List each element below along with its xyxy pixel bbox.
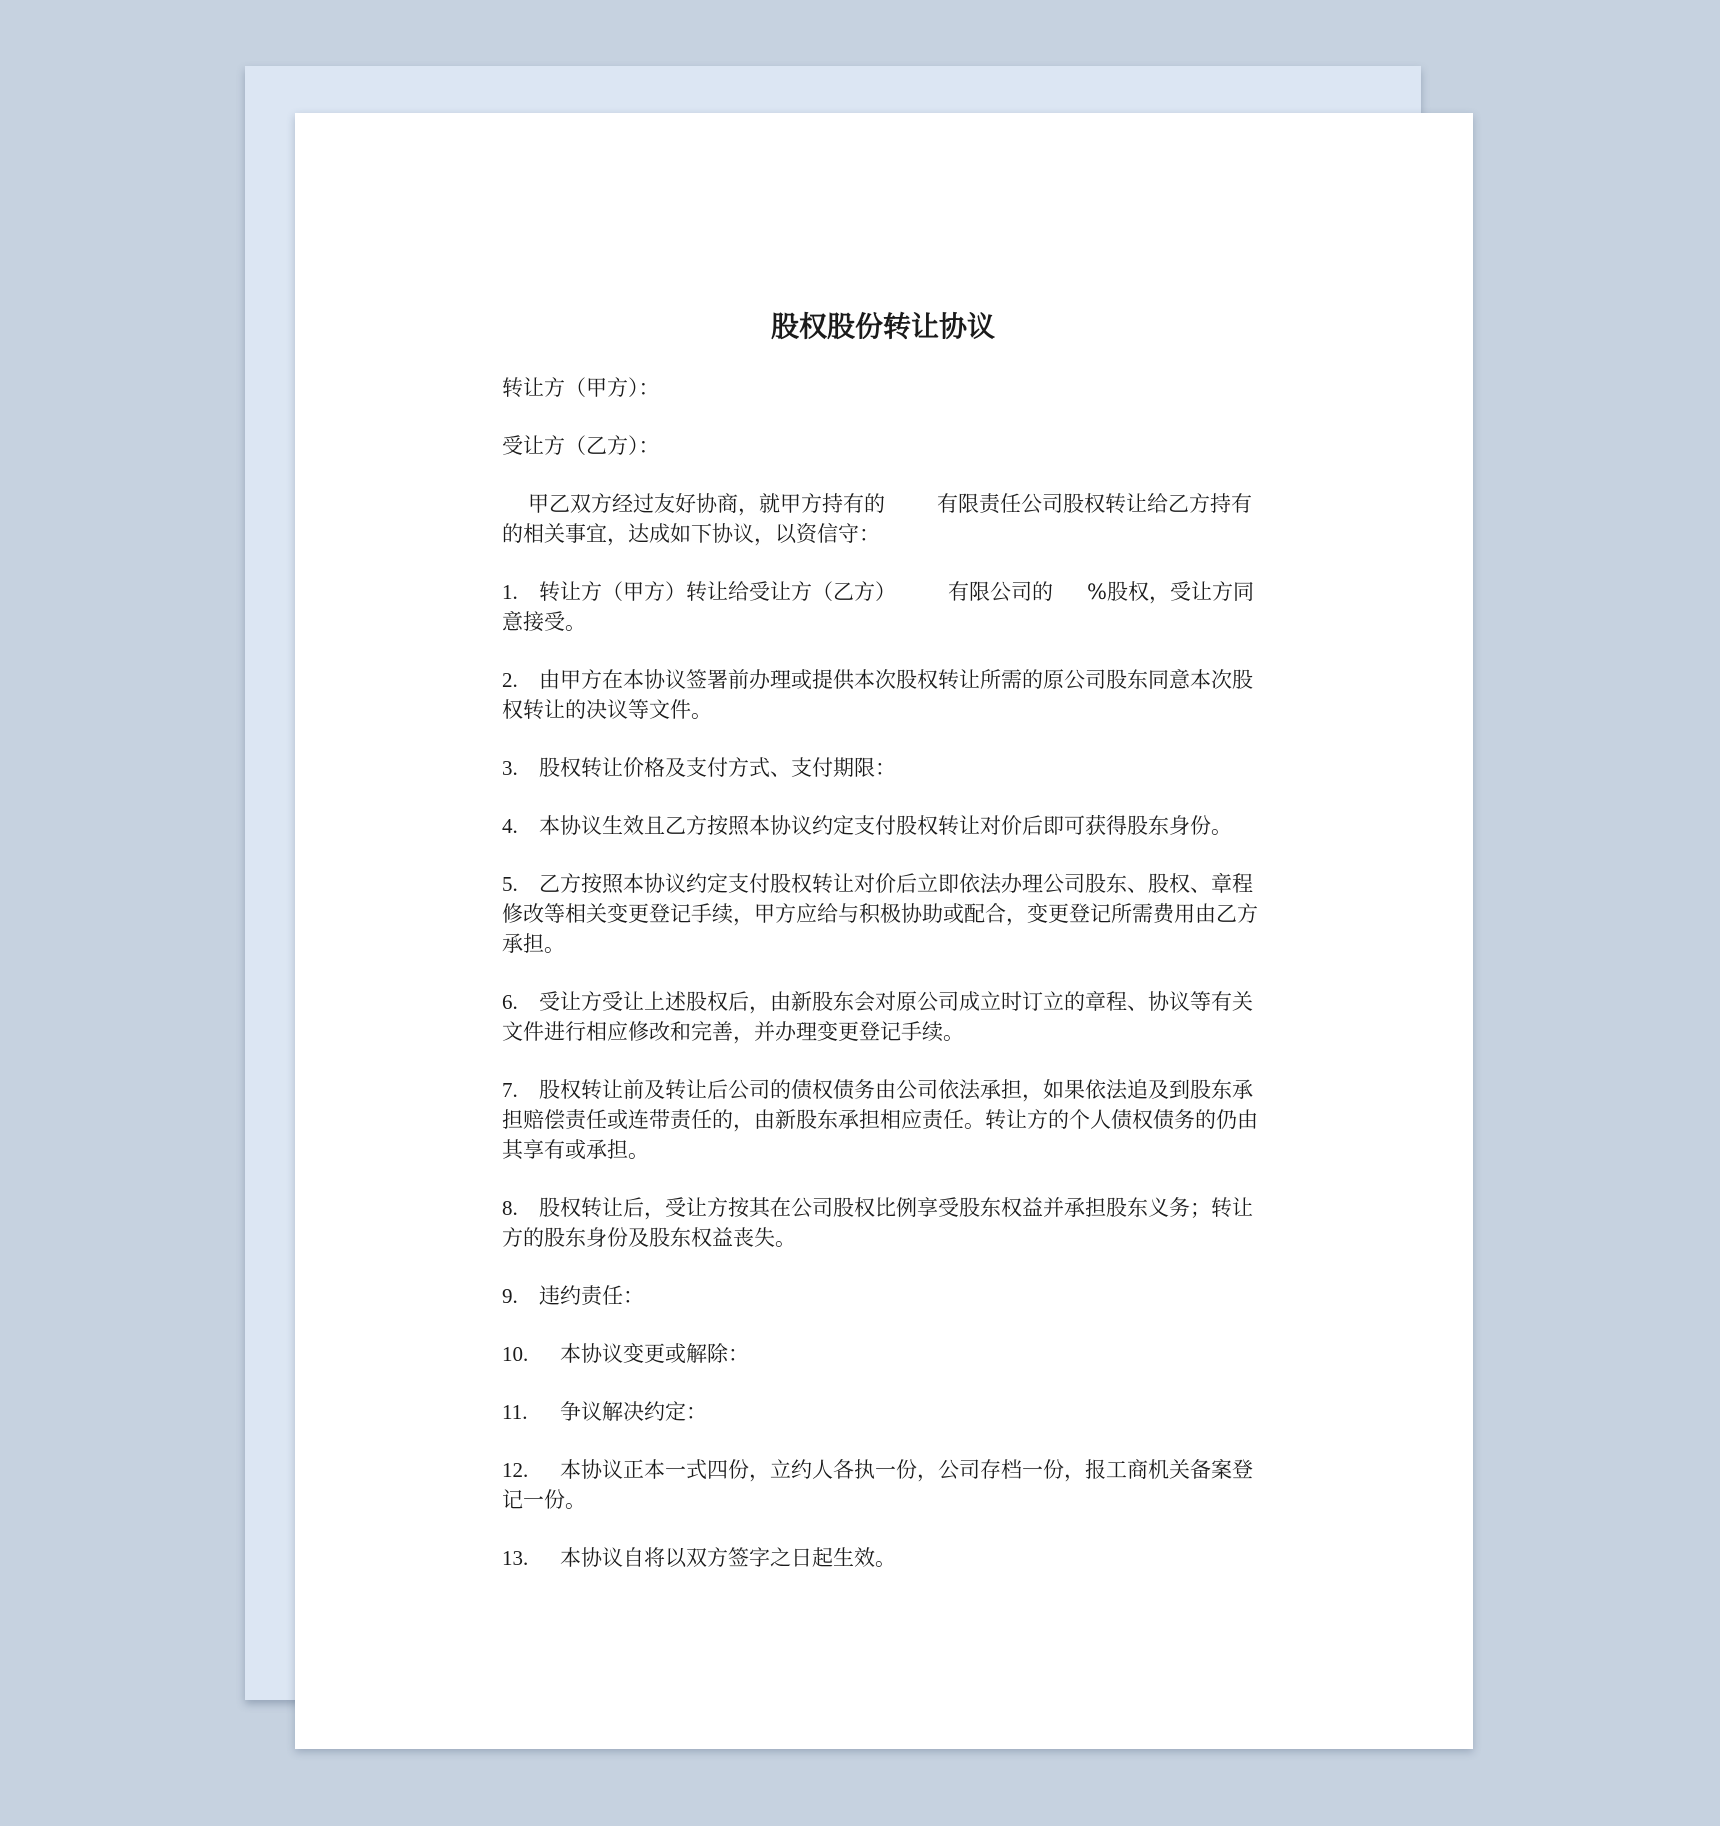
clause-6 [502, 987, 1264, 1047]
clause-3 [502, 753, 1264, 783]
clause-text: 本协议生效且乙方按照本协议约定支付股权转让对价后即可获得股东身份。 [539, 814, 1232, 838]
clause-8 [502, 1193, 1264, 1253]
clause-text: 本协议变更或解除： [560, 1342, 749, 1366]
clause-number: 13. [502, 1546, 529, 1570]
clause-number: 1. [502, 580, 518, 604]
clause-text: 股权转让后，受让方按其在公司股权比例享受股东权益并承担股东义务；转让方的股东身份及股东权益丧失。 [502, 1196, 1253, 1250]
clause-number: 7. [502, 1078, 518, 1102]
clause-number: 2. [502, 668, 518, 692]
document-title: 股权股份转让协议 [770, 310, 995, 343]
clause-number: 4. [502, 814, 518, 838]
clause-text: 由甲方在本协议签署前办理或提供本次股权转让所需的原公司股东同意本次股权转让的决议等文件。 [502, 668, 1253, 722]
clause-text: 转让方（甲方）转让给受让方（乙方） [539, 580, 896, 604]
clause-number: 6. [502, 990, 518, 1014]
clause-10 [502, 1339, 1264, 1369]
clause-1 [502, 577, 1264, 637]
clause-text: 受让方受让上述股权后，由新股东会对原公司成立时订立的章程、协议等有关文件进行相应修改和完善，并办理变更登记手续。 [502, 990, 1253, 1044]
clause-number: 9. [502, 1284, 518, 1308]
clause-text: 有限公司的 [948, 580, 1053, 604]
document-page [295, 113, 1473, 1749]
clause-number: 10. [502, 1342, 529, 1366]
clause-7 [502, 1075, 1264, 1165]
preamble-paragraph [502, 489, 1264, 549]
clause-number: 3. [502, 756, 518, 780]
clause-11 [502, 1397, 1264, 1427]
preamble-part-b: 有限责任公司股权转让给乙方持有的相关事宜，达成如下协议，以资信守： [502, 492, 1252, 546]
clause-12 [502, 1455, 1264, 1515]
clause-text: 乙方按照本协议约定支付股权转让对价后立即依法办理公司股东、股权、章程修改等相关变更登记手续，甲方应给与积极协助或配合，变更登记所需费用由乙方承担。 [502, 872, 1258, 956]
clause-text: 股权转让价格及支付方式、支付期限： [539, 756, 896, 780]
clause-text: %股权，受让方同意接受。 [502, 580, 1254, 634]
clause-text: 违约责任： [539, 1284, 644, 1308]
clause-number: 8. [502, 1196, 518, 1220]
clause-number: 12. [502, 1458, 529, 1482]
clause-5 [502, 869, 1264, 959]
clause-9 [502, 1281, 1264, 1311]
clause-2 [502, 665, 1264, 725]
transferee-line: 受让方（乙方）： [502, 434, 660, 458]
clause-text: 本协议正本一式四份，立约人各执一份，公司存档一份，报工商机关备案登记一份。 [502, 1458, 1253, 1512]
clause-13 [502, 1543, 1264, 1573]
clause-text: 本协议自将以双方签字之日起生效。 [560, 1546, 896, 1570]
clause-text: 争议解决约定： [560, 1400, 707, 1424]
clause-text: 股权转让前及转让后公司的债权债务由公司依法承担，如果依法追及到股东承担赔偿责任或连带责任的，由新股东承担相应责任。转让方的个人债权债务的仍由其享有或承担。 [502, 1078, 1258, 1162]
transferor-line: 转让方（甲方）： [502, 376, 660, 400]
document-body [502, 309, 1264, 1601]
preamble-part-a: 甲乙双方经过友好协商，就甲方持有的 [528, 492, 885, 516]
clause-number: 11. [502, 1400, 528, 1424]
clause-4 [502, 811, 1264, 841]
clause-number: 5. [502, 872, 518, 896]
